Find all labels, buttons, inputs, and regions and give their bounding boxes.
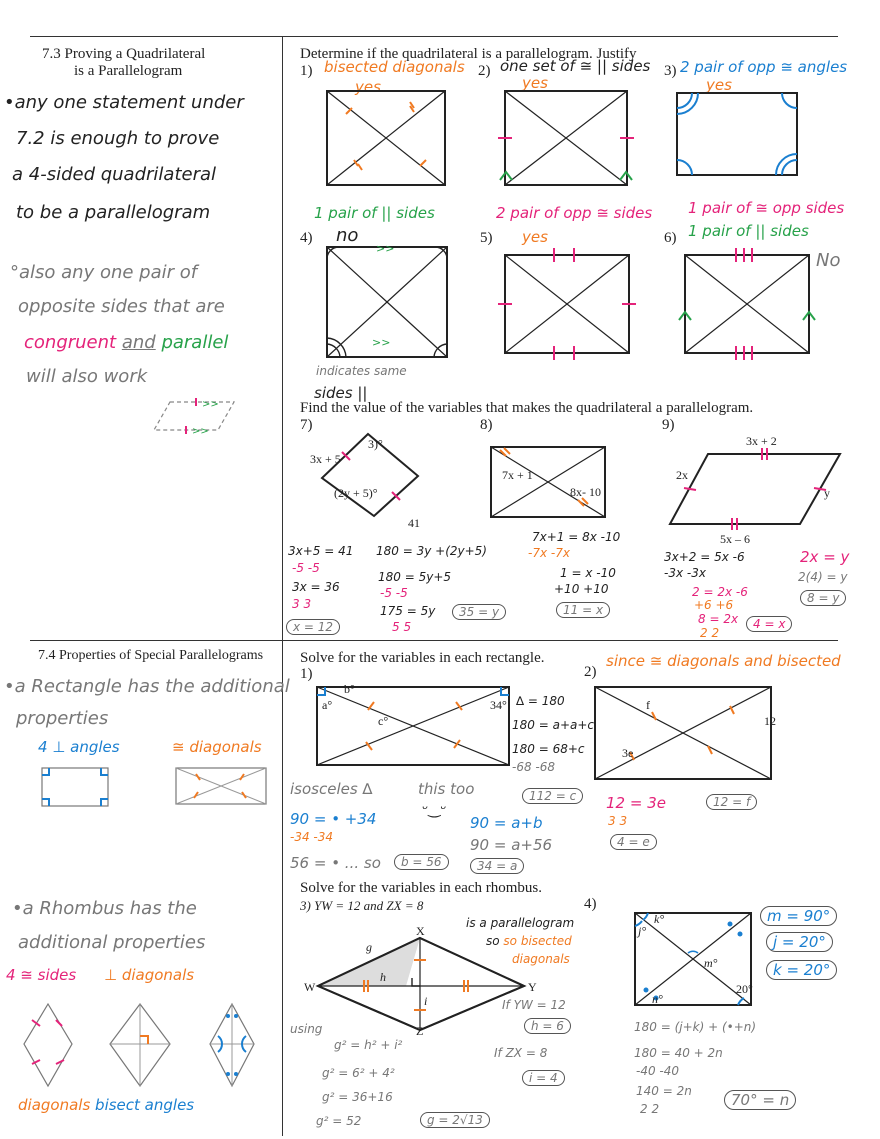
problem-4-figure [326,242,448,358]
answer-e-4: 4 = e [610,834,657,850]
note-line: ⊥ diagonals [104,966,195,984]
determine-instructions: Determine if the quadrilateral is a parallelogram. Justify [300,46,637,62]
rhombus-q3: 3) YW = 12 and ZX = 8 [300,898,424,913]
work-line: +10 +10 [554,582,609,596]
answer-a-34: 34 = a [470,858,524,874]
q9-label: 2x [676,468,688,482]
answer-x-12: x = 12 [286,619,340,635]
work-line: 2 = 2x -6 [692,585,748,599]
problem-4-answer: no [336,225,359,246]
answer-b-56: b = 56 [394,854,449,870]
work-line: 180 = 5y+5 [378,570,452,584]
work-line: 5 5 [392,620,412,634]
find-instructions: Find the value of the variables that makes the quadrilateral a parallelogram. [300,400,754,416]
problem-6-justification: 1 pair of ≅ opp sides [688,199,845,217]
problem-3-justification: 2 pair of opp ≅ angles [680,58,848,76]
note-line: 4 ≅ sides [6,966,77,984]
work-line: 180 = (j+k) + (•+n) [634,1020,757,1034]
answer-k: k = 20° [766,960,837,980]
note-line [24,332,228,353]
problem-2-answer: yes [522,74,548,92]
q7-label: 3x + 5 [310,452,341,466]
note-line: •any one statement under [4,92,244,113]
note-line: to be a parallelogram [16,202,211,223]
problem-3-number: 3) [664,63,677,79]
indicates-note: indicates same [316,364,407,378]
work-line: 2 2 [640,1102,660,1116]
problem-6-figure [684,254,810,354]
work-line: 180 = 3y +(2y+5) [376,544,487,558]
q7-number: 7) [300,417,313,433]
rect-q1-number: 1) [300,666,313,682]
answer-x-4: 4 = x [746,616,792,632]
q9-label: y [824,486,830,500]
rhombus-note: diagonals [512,952,570,966]
work-line: 90 = a+b [470,814,543,832]
work-line: 2x = y [800,548,850,566]
work-line: 2(4) = y [798,570,848,584]
q9-label: 5x – 6 [720,532,750,546]
work-line: -34 -34 [290,830,334,844]
rhombus-note: is a parallelogram [466,916,575,930]
parallel-word: parallel [161,332,229,353]
problem-4-number: 4) [300,230,313,246]
and-word: and [121,332,156,353]
answer-f-12: 12 = f [706,794,757,810]
section-7-4-title: 7.4 Properties of Special Parallelograms [38,648,264,663]
problem-3-answer: yes [706,76,732,94]
work-line: 3x = 36 [292,580,340,594]
answer-y-8: 8 = y [800,590,846,606]
work-line: 2 2 [700,626,720,640]
answer-c-112: 112 = c [522,788,583,804]
note-line: 4 ⊥ angles [38,738,120,756]
section-7-3-title-2: is a Parallelogram [74,63,183,79]
vertex-label: Z [416,1024,424,1038]
work-line: 3 3 [292,597,312,611]
rhombus-note: so so bisected [486,934,572,948]
this-too-note: this too [418,780,475,798]
work-line: If ZX = 8 [494,1046,548,1060]
middle-divider [30,640,838,641]
angle-label: m° [704,956,718,970]
work-line: 7x+1 = 8x -10 [532,530,621,544]
work-line: -7x -7x [528,546,570,560]
rect-q1-figure [316,686,510,766]
problem-2-justification: one set of ≅ || sides [500,57,651,75]
work-line: +6 +6 [694,598,734,612]
angle-label: k° [654,912,665,926]
vertex-label: X [416,924,425,938]
problem-1-number: 1) [300,63,313,79]
rect-q2-label: 12 [764,714,776,728]
vertex-label: Y [528,980,537,994]
answer-g: g = 2√13 [420,1112,490,1128]
rectangle-sketch [40,766,110,808]
vertex-label: W [304,980,316,994]
work-line: 90 = a+56 [470,836,553,854]
angle-label: n° [652,992,663,1006]
work-line: g² = 6² + 4² [322,1066,395,1080]
work-line: If YW = 12 [502,998,566,1012]
note-line: •a Rhombus has the [12,898,197,919]
q9-figure [668,452,844,526]
work-line: -40 -40 [636,1064,680,1078]
problem-6-number: 6) [664,230,677,246]
smiley: ᵕ‿ᵕ [422,800,447,818]
rhombus-sketches [22,1002,272,1090]
work-line: 56 = • ... so [290,854,381,872]
q7-label: (2y + 5)° [334,486,378,500]
note-line: •a Rectangle has the additional [4,676,290,697]
work-line: 140 = 2n [636,1084,692,1098]
work-line: g² = h² + i² [334,1038,403,1052]
answer-h-6: h = 6 [524,1018,571,1034]
note-line: properties [16,708,109,729]
answer-y-35: 35 = y [452,604,506,620]
note-line: °also any one pair of [10,262,198,283]
vertical-divider [282,36,283,1136]
q8-label: 7x + 1 [502,468,533,482]
work-line: g² = 52 [316,1114,362,1128]
angle-label: j° [638,924,647,938]
problem-1-answer: yes [355,78,381,96]
q9-number: 9) [662,417,675,433]
work-line: 180 = a+a+c [512,718,595,732]
answer-m: m = 90° [760,906,837,926]
answer-j: j = 20° [766,932,833,952]
rectangle-instructions: Solve for the variables in each rectangle. [300,650,545,666]
q9-label: 3x + 2 [746,434,777,448]
q7-label: 41 [408,516,420,530]
q8-number: 8) [480,417,493,433]
note-line: 7.2 is enough to prove [16,128,220,149]
note-line: additional properties [18,932,206,953]
angle-label: 20° [736,982,753,996]
problem-1-justification: bisected diagonals [324,58,465,76]
rect-q1-label: b° [344,682,355,696]
work-line: 3x+5 = 41 [288,544,354,558]
work-line: 90 = • +34 [290,810,377,828]
work-line: 180 = 68+c [512,742,585,756]
problem-6-answer: No [816,250,841,271]
svg-text:>>: >> [192,426,209,437]
rect-q2-number: 2) [584,664,597,680]
work-line: -5 -5 [380,586,408,600]
congruent-word: congruent [24,332,117,353]
indicates-note-2: sides || [314,384,368,402]
side-label: i [424,994,428,1008]
rectangle-diagonals-sketch [174,766,268,806]
work-line: -5 -5 [292,561,320,575]
side-label: g [366,940,372,954]
top-rule [30,36,838,37]
answer-n-70: 70° = n [724,1090,796,1110]
rect-q2-figure [594,686,772,780]
problem-2-number: 2) [478,63,491,79]
rect-q2-note: since ≅ diagonals and bisected [606,652,841,670]
parallelogram-sketch [150,396,240,436]
note-line: diagonals bisect angles [18,1096,195,1114]
work-line: ∆ = 180 [516,694,565,708]
problem-5-figure [504,254,630,354]
work-line: 3 3 [608,814,628,828]
problem-2-figure [504,90,628,186]
problem-5-justification: 2 pair of opp ≅ sides [496,204,653,222]
rect-q2-label: 3e [622,746,634,760]
problem-5-number: 5) [480,230,493,246]
side-label: h [380,970,386,984]
problem-5-answer: yes [522,228,548,246]
q7-label: 3)° [368,437,383,451]
rhombus-q4-number: 4) [584,896,597,912]
problem-3-figure [676,92,798,176]
problem-1-figure [326,90,446,186]
problem-4-justification: 1 pair of || sides [314,204,435,222]
rect-q2-label: f [646,698,650,712]
svg-text:>>: >> [376,242,395,255]
work-line: -68 -68 [512,760,556,774]
section-7-3-title: 7.3 Proving a Quadrilateral [42,46,206,62]
work-line: 12 = 3e [606,794,666,812]
note-line: opposite sides that are [18,296,225,317]
rhombus-instructions: Solve for the variables in each rhombus. [300,880,543,896]
problem-6-justification-2: 1 pair of || sides [688,222,809,240]
work-line: 8 = 2x [698,612,739,626]
answer-i-4: i = 4 [522,1070,565,1086]
rect-q1-label: 34° [490,698,507,712]
note-line: a 4-sided quadrilateral [12,164,217,185]
svg-text:>>: >> [372,336,391,349]
work-line: -3x -3x [664,566,706,580]
q8-label: 8x- 10 [570,485,601,499]
work-line: 175 = 5y [380,604,436,618]
rect-q1-label: a° [322,698,333,712]
work-line: 3x+2 = 5x -6 [664,550,745,564]
work-line: 1 = x -10 [560,566,616,580]
isosceles-note: isosceles ∆ [290,780,373,798]
work-line: g² = 36+16 [322,1090,393,1104]
rect-q1-label: c° [378,714,389,728]
note-line: will also work [26,366,148,387]
rhombus-q3-figure [316,936,528,1032]
work-line: 180 = 40 + 2n [634,1046,723,1060]
svg-text:>>: >> [202,399,219,410]
note-line: ≅ diagonals [172,738,262,756]
work-line: using [290,1022,323,1036]
answer-x-11: 11 = x [556,602,610,618]
